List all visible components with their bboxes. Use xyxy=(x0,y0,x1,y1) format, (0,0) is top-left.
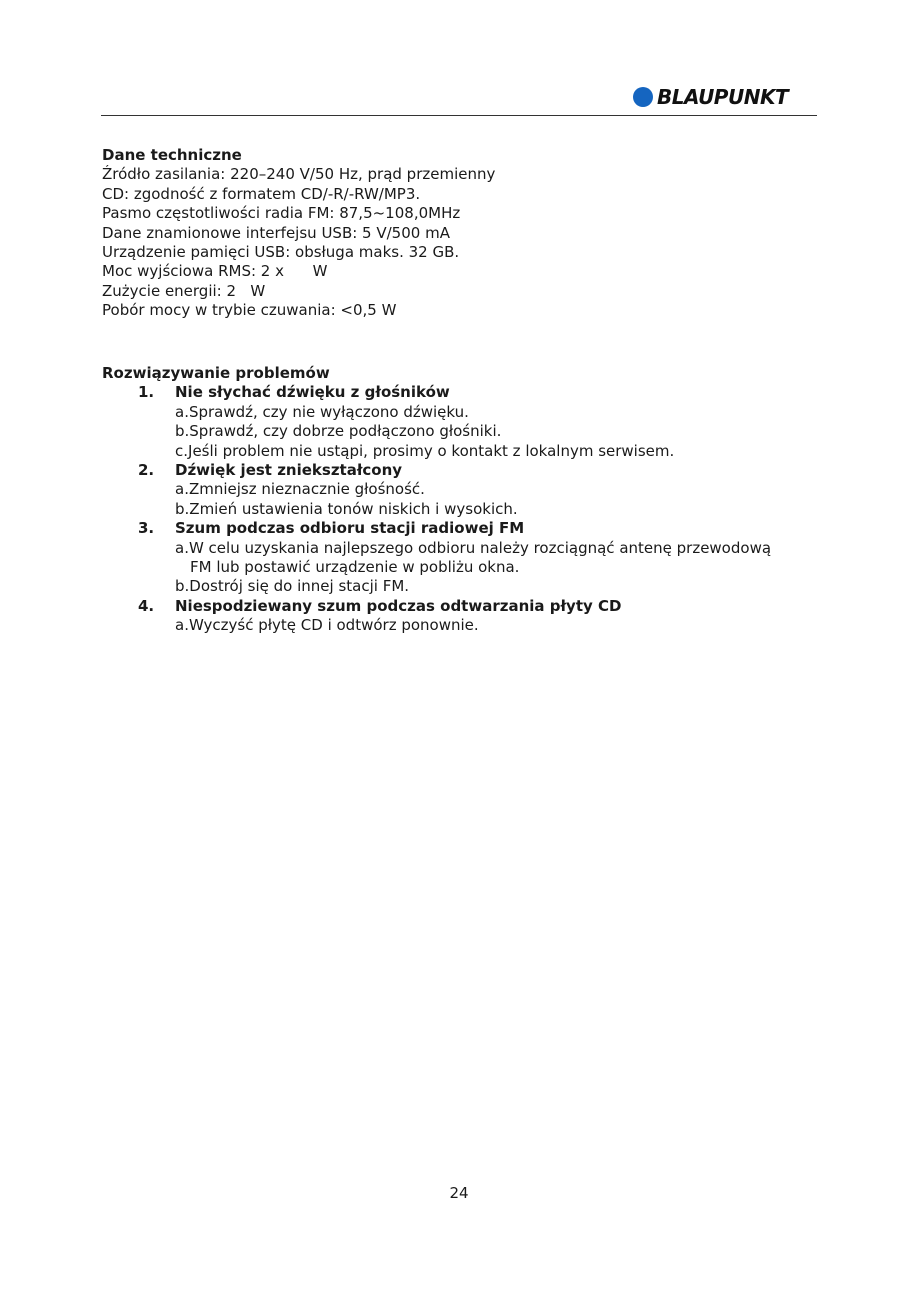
problem-title: Nie słychać dźwięku z głośników xyxy=(175,383,450,402)
problem-number: 4. xyxy=(138,596,155,615)
problem-number: 3. xyxy=(138,519,155,538)
troubleshooting-section xyxy=(102,364,771,636)
spec-line: Urządzenie pamięci USB: obsługa maks. 32 GB. xyxy=(102,243,460,262)
spec-line: Dane znamionowe interfejsu USB: 5 V/500 mA xyxy=(102,223,450,242)
blaupunkt-logo xyxy=(633,86,788,108)
spec-line: CD: zgodność z formatem CD/-R/-RW/MP3. xyxy=(102,184,421,203)
spec-line: Pasmo częstotliwości radia FM: 87,5~108,0MHz xyxy=(102,204,461,223)
solution-line: a.W celu uzyskania najlepszego odbioru należy rozciągnąć antenę przewodową xyxy=(175,538,772,557)
problem-number: 2. xyxy=(138,461,155,480)
problem-number: 1. xyxy=(138,383,155,402)
solution-line: c.Jeśli problem nie ustąpi, prosimy o kontakt z lokalnym serwisem. xyxy=(175,441,675,460)
solution-line: FM lub postawić urządzenie w pobliżu okna. xyxy=(190,558,520,577)
page-number: 24 xyxy=(449,1184,469,1202)
solution-line: b.Sprawdź, czy dobrze podłączono głośniki. xyxy=(175,422,502,441)
spec-line: Źródło zasilania: 220–240 V/50 Hz, prąd przemienny xyxy=(102,165,496,184)
technical-data-title: Dane techniczne xyxy=(102,146,242,164)
logo-dot-icon xyxy=(633,87,653,107)
header-divider xyxy=(101,115,817,116)
solution-line: b.Zmień ustawienia tonów niskich i wysokich. xyxy=(175,499,518,518)
technical-data-section xyxy=(102,146,495,321)
solution-line: a.Wyczyść płytę CD i odtwórz ponownie. xyxy=(175,616,479,635)
problem-title: Niespodziewany szum podczas odtwarzania płyty CD xyxy=(175,596,622,615)
problem-title: Szum podczas odbioru stacji radiowej FM xyxy=(175,519,525,538)
troubleshooting-title: Rozwiązywanie problemów xyxy=(102,364,330,382)
spec-line: Moc wyjściowa RMS: 2 x W xyxy=(102,262,328,281)
spec-line: Pobór mocy w trybie czuwania: <0,5 W xyxy=(102,301,397,320)
logo-text: BLAUPUNKT xyxy=(657,85,789,109)
spec-line: Zużycie energii: 2 W xyxy=(102,281,266,300)
problem-title: Dźwięk jest zniekształcony xyxy=(175,461,403,480)
solution-line: a.Sprawdź, czy nie wyłączono dźwięku. xyxy=(175,402,469,421)
solution-line: b.Dostrój się do innej stacji FM. xyxy=(175,577,410,596)
solution-line: a.Zmniejsz nieznacznie głośność. xyxy=(175,480,425,499)
problem-item xyxy=(102,597,771,616)
problem-item xyxy=(102,383,771,402)
problem-item xyxy=(102,519,771,538)
problem-item xyxy=(102,461,771,480)
